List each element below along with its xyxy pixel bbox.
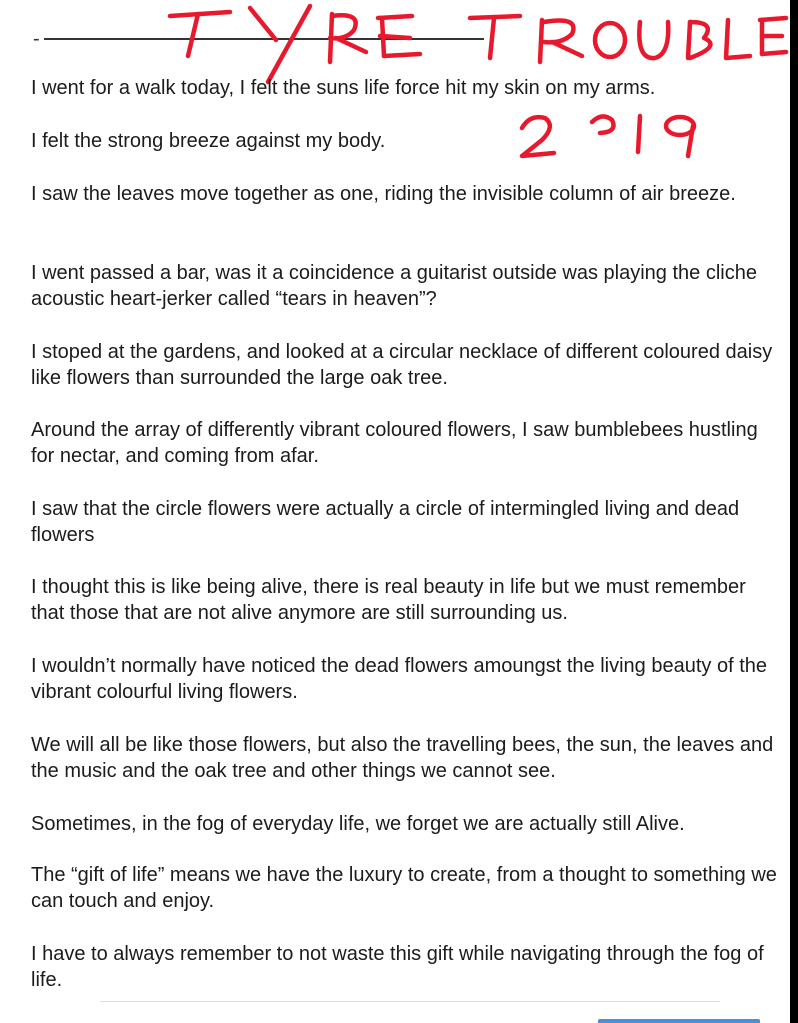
paragraph-7: I saw that the circle flowers were actually a circle of intermingled living and dead flowers — [31, 498, 740, 546]
paragraph-13: I have to always remember to not waste this gift while navigating through the fog of life. — [31, 943, 764, 991]
paragraph-6: Around the array of differently vibrant coloured flowers, I saw bumblebees hustling for nectar, and coming from afar. — [31, 419, 758, 467]
paragraph-2: I felt the strong breeze against my body. — [31, 130, 386, 152]
paragraph-3: I saw the leaves move together as one, riding the invisible column of air breeze. — [31, 183, 736, 205]
paragraph-9: I wouldn’t normally have noticed the dead flowers amoungst the living beauty of the vibrant colourful living flowers. — [31, 655, 767, 703]
handwritten-title-signature — [170, 6, 786, 82]
paragraph-5: I stoped at the gardens, and looked at a circular necklace of different coloured daisy like flowers than surrounded the large oak tree. — [31, 341, 773, 389]
separator-dash: - — [33, 28, 40, 50]
paragraph-8: I thought this is like being alive, there is real beauty in life but we must remember that those that are not alive anymore are still surrounding us. — [31, 576, 746, 624]
screen-edge — [790, 0, 798, 1023]
paragraph-10: We will all be like those flowers, but also the travelling bees, the sun, the leaves and the music and the oak tree and other things we cannot see. — [31, 734, 774, 782]
paragraph-4: I went passed a bar, was it a coincidence a guitarist outside was playing the cliche acoustic heart-jerker called “tears in heaven”? — [31, 262, 757, 310]
bottom-tab-indicator[interactable] — [598, 1019, 760, 1023]
bottom-divider — [100, 1001, 720, 1002]
paragraph-11: Sometimes, in the fog of everyday life, we forget we are actually still Alive. — [31, 813, 685, 835]
paragraph-12: The “gift of life” means we have the luxury to create, from a thought to something we can touch and enjoy. — [31, 864, 777, 912]
paragraph-1: I went for a walk today, I felt the suns life force hit my skin on my arms. — [31, 77, 656, 99]
